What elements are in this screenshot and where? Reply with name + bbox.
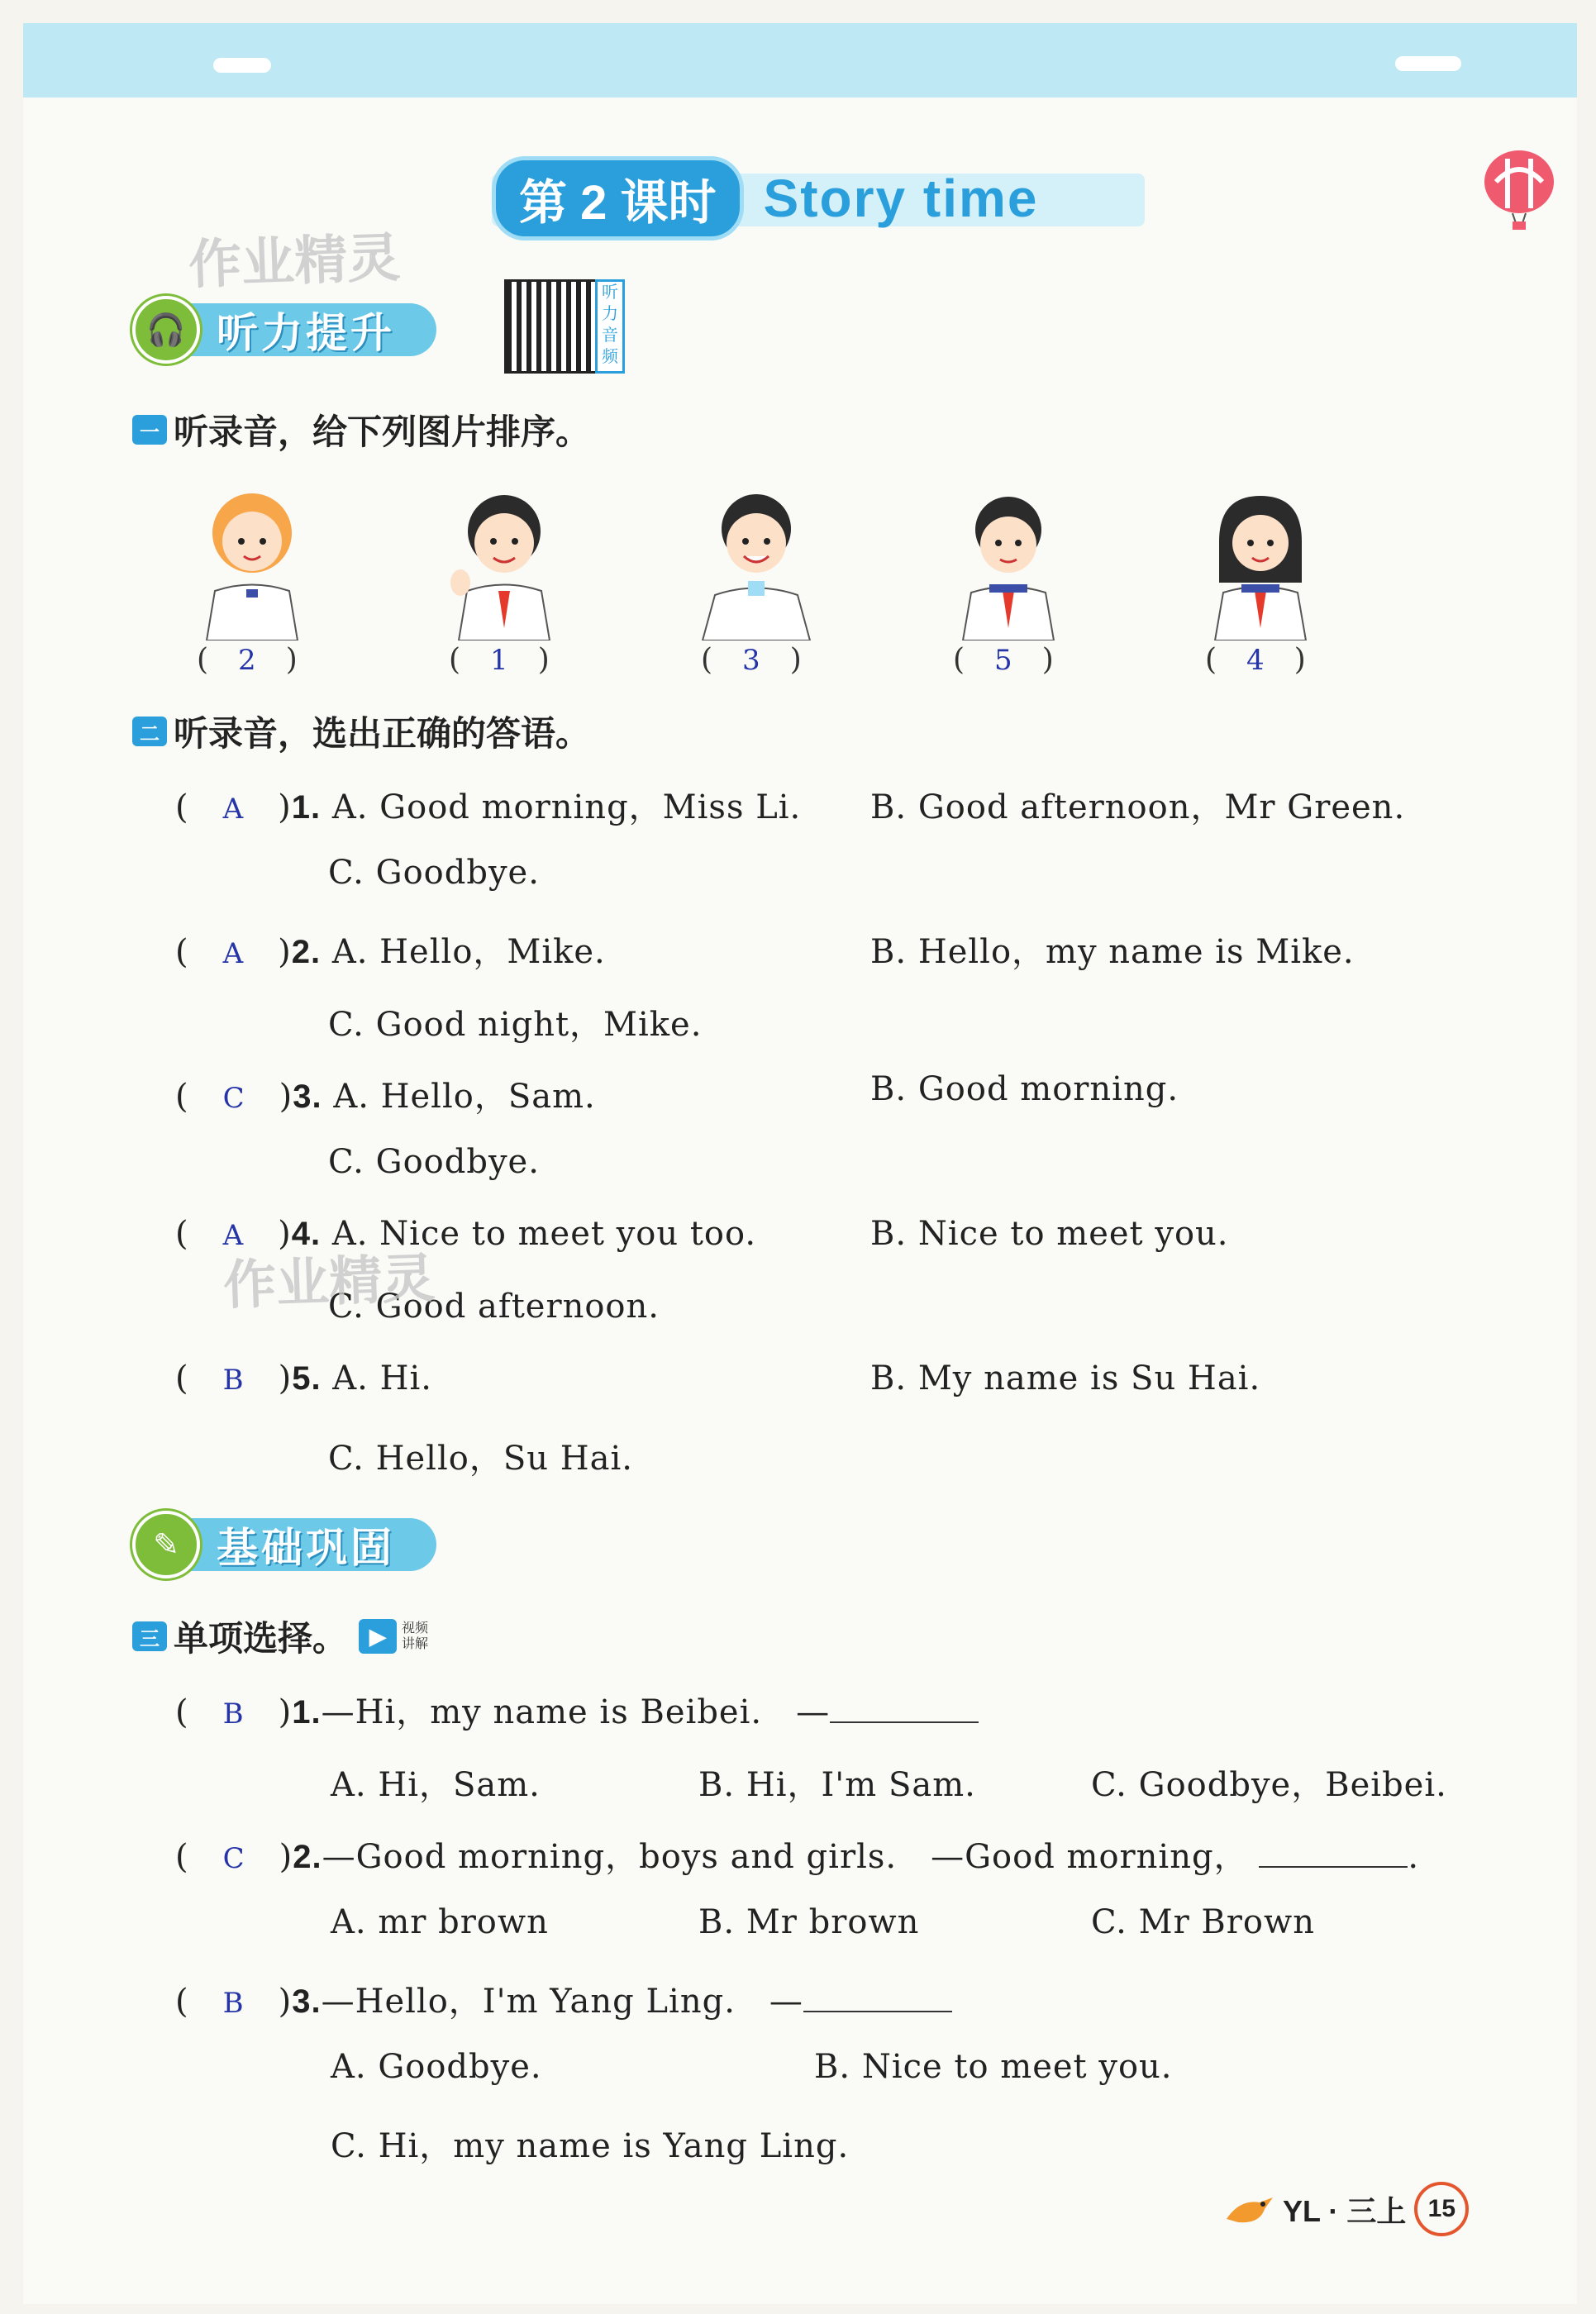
option-b: B. Mr brown xyxy=(698,1903,920,1941)
answer-blank xyxy=(1259,1841,1408,1868)
lesson-title-bar xyxy=(492,165,1038,231)
question-row: ( A )1. A. Good morning，Miss Li. xyxy=(175,788,802,826)
page-number: 15 xyxy=(1414,2182,1469,2236)
task-1-instruction xyxy=(132,405,590,455)
boy-smiling-illustration xyxy=(694,483,818,640)
boy-uniform-illustration xyxy=(946,483,1070,640)
order-answer-1: ( 2 ) xyxy=(197,643,298,677)
order-answer-3: ( 3 ) xyxy=(701,643,802,677)
option-c: C. Good afternoon. xyxy=(328,1288,660,1326)
option-c: C. Goodbye. xyxy=(328,1143,540,1181)
section-header-basics xyxy=(132,1514,436,1575)
section-title: 基础巩固 xyxy=(183,1518,436,1571)
page-footer xyxy=(1223,2182,1469,2236)
option-c: C. Hi，my name is Yang Ling. xyxy=(331,2127,850,2165)
balloon-icon xyxy=(1479,149,1559,231)
instruction-text: 单项选择。 xyxy=(174,1619,348,1658)
play-icon: ▶ xyxy=(359,1619,397,1654)
section-header-listening xyxy=(132,299,436,360)
section-title: 听力提升 xyxy=(183,303,436,356)
watermark: 作业精灵 xyxy=(222,1248,436,1316)
option-b: B. Good morning. xyxy=(870,1070,1179,1108)
option-c: C. Goodbye，Beibei. xyxy=(1091,1766,1447,1804)
order-answer-5: ( 4 ) xyxy=(1205,643,1306,677)
notebook-pencil-icon: ✎ xyxy=(132,1511,200,1578)
boy-thumbs-up-illustration xyxy=(190,483,314,640)
option-c: C. Hello，Su Hai. xyxy=(328,1440,633,1478)
video-explanation-button[interactable]: ▶ 视频讲解 xyxy=(359,1619,435,1654)
task-number-icon: 二 xyxy=(132,717,167,746)
option-a: A. Goodbye. xyxy=(331,2048,542,2086)
cloud-decoration xyxy=(1395,56,1461,71)
top-banner xyxy=(23,23,1577,98)
task-2-instruction xyxy=(132,707,590,756)
question-row: ( B )5. A. Hi. xyxy=(175,1359,433,1397)
lesson-title: Story time xyxy=(763,169,1039,228)
option-a: A. mr brown xyxy=(331,1903,549,1941)
option-c: C. Good night，Mike. xyxy=(328,1006,703,1044)
cloud-decoration xyxy=(213,58,271,73)
option-b: B. Nice to meet you. xyxy=(814,2048,1173,2086)
question-row: ( B )1.—Hi，my name is Beibei. — xyxy=(175,1686,979,1733)
girl-illustration xyxy=(1198,483,1322,640)
answer-blank xyxy=(803,1986,952,2012)
option-b: B. Good afternoon，Mr Green. xyxy=(870,788,1406,826)
watermark: 作业精灵 xyxy=(187,227,402,295)
option-b: B. My name is Su Hai. xyxy=(870,1359,1261,1397)
option-c: C. Goodbye. xyxy=(328,854,540,892)
boy-waving-illustration xyxy=(442,483,566,640)
lesson-number: 第 2 课时 xyxy=(492,156,744,240)
instruction-text: 听录音，选出正确的答语。 xyxy=(174,714,591,753)
option-b: B. Hi，I'm Sam. xyxy=(698,1766,976,1804)
task-number-icon: 三 xyxy=(132,1621,167,1651)
question-row: ( C )3. A. Hello，Sam. xyxy=(175,1078,596,1116)
qr-caption: 听力音频 xyxy=(595,279,625,374)
question-row: ( B )3.—Hello，I'm Yang Ling. — xyxy=(175,1975,952,2022)
series-label: YL · 三上 xyxy=(1283,2193,1407,2228)
order-answer-4: ( 5 ) xyxy=(953,643,1054,677)
option-b: B. Hello，my name is Mike. xyxy=(870,933,1355,971)
order-answer-2: ( 1 ) xyxy=(449,643,550,677)
instruction-text: 听录音，给下列图片排序。 xyxy=(174,412,591,451)
question-row: ( A )4. A. Nice to meet you too. xyxy=(175,1215,757,1253)
option-b: B. Nice to meet you. xyxy=(870,1215,1229,1253)
answer-blank xyxy=(830,1697,979,1723)
question-row: ( A )2. A. Hello，Mike. xyxy=(175,933,606,971)
option-c: C. Mr Brown xyxy=(1091,1903,1315,1941)
qr-code-icon[interactable] xyxy=(504,279,598,374)
option-a: A. Hi，Sam. xyxy=(331,1766,541,1804)
question-row: ( C )2.—Good morning，boys and girls. —Good morning， . xyxy=(175,1838,1420,1876)
task-number-icon: 一 xyxy=(132,415,167,445)
bird-icon xyxy=(1223,2191,1276,2227)
headphones-icon: 🎧 xyxy=(132,296,200,364)
task-3-instruction xyxy=(132,1612,435,1661)
